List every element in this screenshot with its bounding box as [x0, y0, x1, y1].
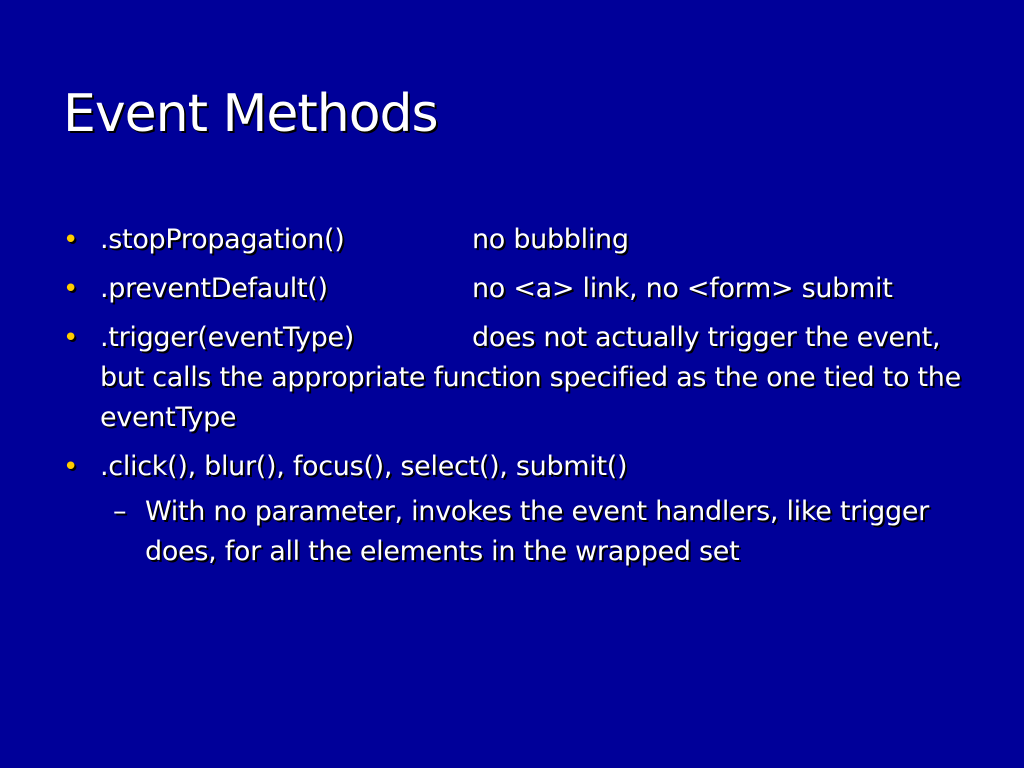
method-description: no bubbling: [472, 224, 629, 255]
bullet-icon: •: [63, 323, 79, 353]
method-name: .trigger(eventType): [100, 322, 355, 353]
bullet-item-stop-propagation: [0, 220, 1024, 260]
bullet-item-shortcut-methods: [0, 447, 1024, 487]
bullet-list: [0, 220, 1024, 572]
method-name: .click(), blur(), focus(), select(), submit(): [100, 451, 628, 482]
method-description: does not actually trigger the event, but calls the appropriate function specified as the one tied to the eventType: [100, 322, 961, 433]
dash-icon: –: [113, 496, 127, 527]
bullet-item-prevent-default: [0, 269, 1024, 309]
bullet-icon: •: [63, 274, 79, 304]
bullet-item-trigger: [0, 318, 1024, 438]
slide-title: Event Methods: [63, 84, 438, 144]
bullet-icon: •: [63, 452, 79, 482]
sub-bullet-item: [0, 492, 1024, 572]
bullet-icon: •: [63, 225, 79, 255]
sub-bullet-text: With no parameter, invokes the event handlers, like trigger does, for all the elements in the wrapped set: [145, 496, 929, 567]
method-name: .preventDefault(): [100, 273, 328, 304]
method-description: no <a> link, no <form> submit: [472, 273, 893, 304]
method-name: .stopPropagation(): [100, 224, 345, 255]
